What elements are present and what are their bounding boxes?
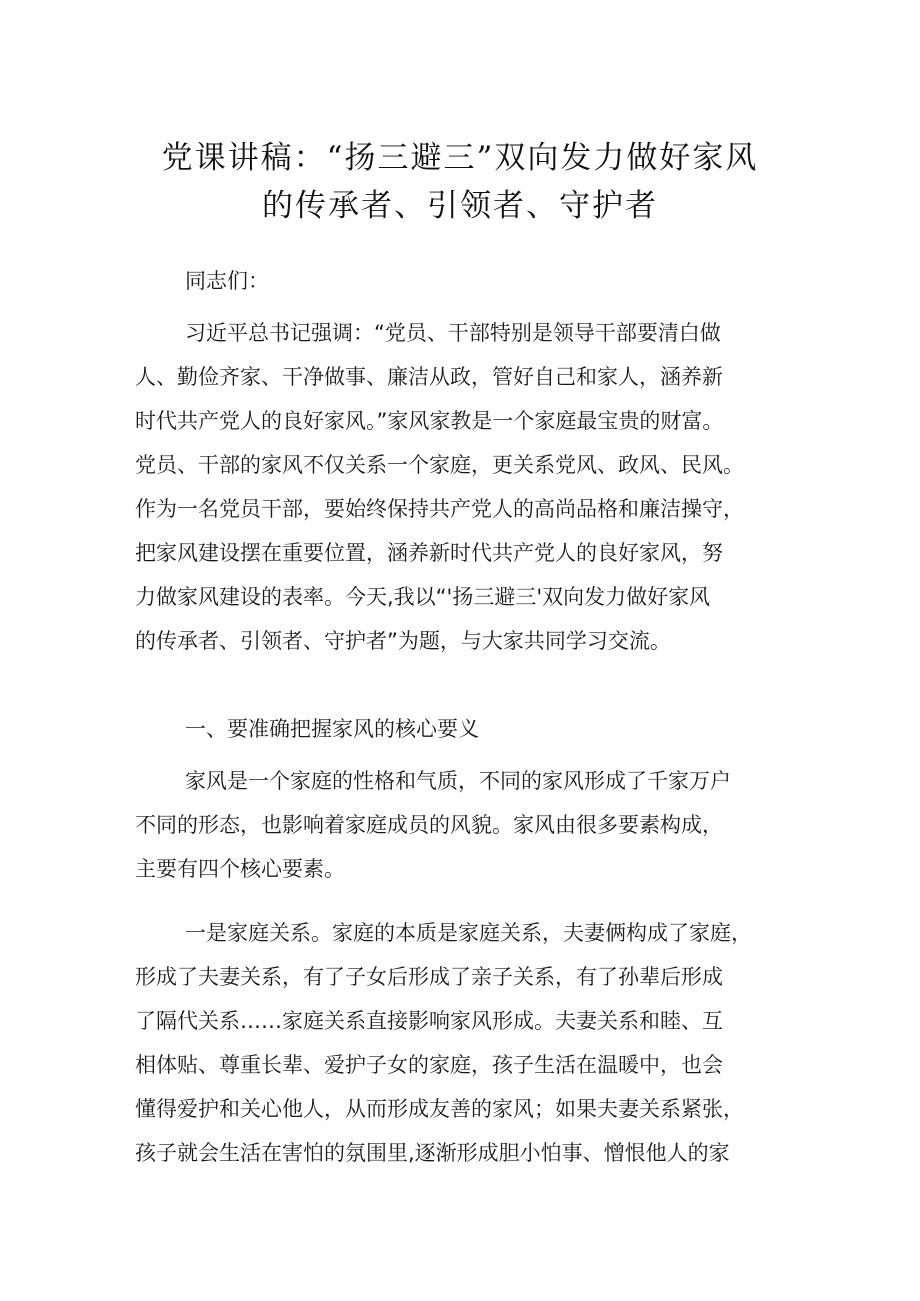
paragraph-line: 一是家庭关系。家庭的本质是家庭关系，夫妻俩构成了家庭， xyxy=(185,921,752,945)
paragraph-line: 习近平总书记强调：“党员、干部特别是领导干部要清白做 xyxy=(185,321,721,345)
document-title-line-1: 党课讲稿：“扬三避三”双向发力做好家风 xyxy=(161,140,759,176)
paragraph-line: 把家风建设摆在重要位置，涵养新时代共产党人的良好家风，努 xyxy=(135,541,723,565)
paragraph-line: 家风是一个家庭的性格和气质，不同的家风形成了千家万户 xyxy=(185,769,731,793)
paragraph-line: 懂得爱护和关心他人，从而形成友善的家风；如果夫妻关系紧张， xyxy=(135,1097,744,1121)
paragraph-line: 不同的形态，也影响着家庭成员的风貌。家风由很多要素构成， xyxy=(135,813,723,837)
paragraph-line: 相体贴、尊重长辈、爱护子女的家庭，孩子生活在温暖中，也会 xyxy=(135,1053,723,1077)
paragraph-line: 孩子就会生活在害怕的氛围里,逐渐形成胆小怕事、憎恨他人的家 xyxy=(135,1141,730,1165)
paragraph-line: 力做家风建设的表率。今天,我以“'扬三避三'双向发力做好家风 xyxy=(135,585,711,609)
paragraph-line: 时代共产党人的良好家风。”家风家教是一个家庭最宝贵的财富。 xyxy=(135,409,724,433)
greeting-text: 同志们： xyxy=(185,269,269,293)
paragraph-line: 党员、干部的家风不仅关系一个家庭，更关系党风、政风、民风。 xyxy=(135,453,744,477)
paragraph-line: 了隔代关系……家庭关系直接影响家风形成。夫妻关系和睦、互 xyxy=(135,1009,723,1033)
paragraph-line: 作为一名党员干部，要始终保持共产党人的高尚品格和廉洁操守， xyxy=(135,497,744,521)
paragraph-line: 的传承者、引领者、守护者”为题，与大家共同学习交流。 xyxy=(135,629,671,653)
paragraph-line: 主要有四个核心要素。 xyxy=(135,857,345,881)
section-heading-text: 一、要准确把握家风的核心要义 xyxy=(185,717,479,741)
document-title-line-2: 的传承者、引领者、守护者 xyxy=(262,188,658,224)
paragraph-line: 形成了夫妻关系，有了子女后形成了亲子关系，有了孙辈后形成 xyxy=(135,965,723,989)
paragraph-line: 人、勤俭齐家、干净做事、廉洁从政，管好自己和家人，涵养新 xyxy=(135,365,723,389)
